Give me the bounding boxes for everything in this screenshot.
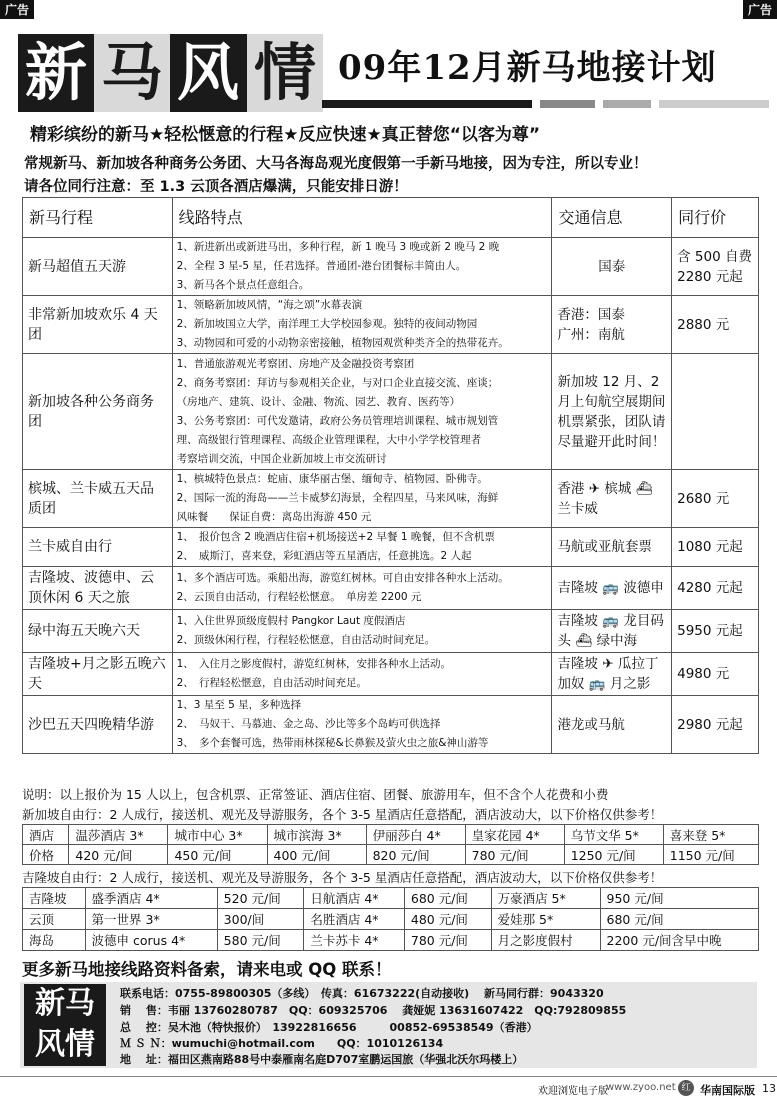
- route-price: 1080 元起: [672, 528, 759, 567]
- route-transport: 新加坡 12 月、2 月上旬航空展期间机票紧张，团队请尽量避开此时间！: [552, 354, 672, 470]
- intro-line-1: 常规新马、新加坡各种商务公务团、大马各海岛观光度假第一手新马地接，因为专注，所以专业！: [24, 156, 648, 172]
- sg-hotel-row: [23, 825, 759, 845]
- feature-line: 1、普通旅游观光考察团、房地产及金融投资考察团: [176, 357, 415, 370]
- route-features: [172, 610, 552, 653]
- itinerary-row: [23, 610, 759, 653]
- route-name: 沙巴五天四晚精华游: [23, 696, 173, 754]
- feature-line: 2、商务考察团：拜访与参观相关企业，与对口企业直接交流、座谈；: [176, 376, 499, 389]
- route-price: 2680 元: [672, 470, 759, 528]
- header-transport: 交通信息: [552, 198, 672, 238]
- ad-label-left: 广告: [0, 0, 34, 19]
- sg-hotel-name: 乌节文华 5*: [564, 825, 663, 845]
- brand-logo: [18, 34, 323, 112]
- itinerary-row: [23, 567, 759, 610]
- itinerary-table: [22, 197, 759, 754]
- kl-hotel-name: 第一世界 3*: [85, 909, 217, 930]
- route-features: [172, 296, 552, 354]
- footer-logo-line-2: 风情: [35, 1027, 95, 1062]
- kl-hotel-price: 2200 元/间含早中晚: [600, 930, 758, 951]
- ad-label-right: 广告: [743, 0, 777, 19]
- route-name: 新加坡各种公务商务团: [23, 354, 173, 470]
- route-features: [172, 567, 552, 610]
- itinerary-row: [23, 653, 759, 696]
- kl-row: [23, 930, 759, 951]
- route-transport: 吉隆坡 ✈ 瓜拉丁 加奴 🚌 月之影: [552, 653, 672, 696]
- intro-line-2: 请各位同行注意：至 1.3 云顶各酒店爆满，只能安排日游！: [24, 179, 408, 195]
- kl-area: 云顶: [23, 909, 86, 930]
- feature-line: 3、公务考察团：可代发邀请，政府公务员管理培训课程、城市规划管: [176, 414, 499, 427]
- sg-hotel-price: 1150 元/间: [663, 845, 758, 865]
- feature-line: 2、 行程轻松惬意，自由活动时间充足。: [176, 677, 368, 689]
- route-features: [172, 528, 552, 567]
- bottom-divider: [0, 1076, 777, 1077]
- kl-area: 吉隆坡: [23, 888, 86, 909]
- itinerary-row: [23, 238, 759, 296]
- feature-line: 3、 多个套餐可选，热带雨林探秘&长鼻猴及萤火虫之旅&神山游等: [176, 737, 489, 749]
- bottom-badge: 红: [678, 1080, 694, 1096]
- logo-char-2: 马: [94, 34, 170, 112]
- route-price: 5950 元起: [672, 610, 759, 653]
- route-transport: 马航或亚航套票: [552, 528, 672, 567]
- sg-hotel-name: 皇家花园 4*: [465, 825, 564, 845]
- sg-hotel-name: 城市中心 3*: [168, 825, 267, 845]
- logo-char-4: 情: [247, 34, 323, 112]
- kl-hotel-table: [22, 887, 759, 951]
- route-name: 吉隆坡、波德申、云顶休闲 6 天之旅: [23, 567, 173, 610]
- kl-hotel-name: 万豪酒店 5*: [491, 888, 600, 909]
- contact-sales: 销 售：韦丽 13760280787 QQ：609325706 龚娅妮 13631607422 QQ:792809855: [120, 1004, 627, 1017]
- footer-logo: [24, 984, 106, 1066]
- contact-address: 地 址：福田区燕南路88号中泰雁南名庭D707室鹏运国旅（华强北沃尔玛楼上）: [120, 1053, 524, 1066]
- feature-line: 1、多个酒店可选。乘船出海，游览红树林。可自由安排各种水上活动。: [176, 572, 509, 584]
- contact-phone: 联系电话：0755-89800305（多线） 传真：61673222(自动接收) 新马同行群：9043320: [120, 987, 604, 1000]
- feature-line: 1、槟城特色景点：蛇庙、康华丽古堡、缅甸寺、植物园、卧佛寺。: [176, 473, 488, 485]
- feature-line: 1、3 星至 5 星，多种选择: [176, 699, 302, 711]
- feature-line: 1、新进新出或新进马出，多种行程，新 1 晚马 3 晚或新 2 晚马 2 晚: [176, 241, 500, 253]
- route-features: [172, 470, 552, 528]
- kl-hotel-name: 盛季酒店 4*: [85, 888, 217, 909]
- kl-hotel-price: 680 元/间: [600, 909, 758, 930]
- feature-line: 3、动物园和可爱的小动物亲密接触，植物园观赏种类齐全的热带花卉。: [176, 337, 509, 349]
- itinerary-row: [23, 696, 759, 754]
- route-transport: 香港：国泰 广州：南航: [552, 296, 672, 354]
- route-features: [172, 238, 552, 296]
- feature-line: 风味餐 保证自费：离岛出海游 450 元: [176, 511, 372, 523]
- route-name: 绿中海五天晚六天: [23, 610, 173, 653]
- sg-hotel-price: 400 元/间: [267, 845, 366, 865]
- bottom-welcome: 欢迎浏览电子版: [538, 1086, 608, 1097]
- route-price: 2980 元起: [672, 696, 759, 754]
- kl-row: [23, 909, 759, 930]
- page-number: 13: [762, 1082, 776, 1095]
- route-price: 2880 元: [672, 296, 759, 354]
- feature-line: 2、 马奴干、马慕迪、金之岛、沙比等多个岛屿可供选择: [176, 718, 441, 730]
- feature-line: 1、入住世界顶级度假村 Pangkor Laut 度假酒店: [176, 615, 406, 627]
- slogan: 精彩缤纷的新马★轻松惬意的行程★反应快速★真正替您“以客为尊”: [30, 125, 541, 145]
- itinerary-header-row: [23, 198, 759, 238]
- feature-line: 2、全程 3 星-5 星，任君选择。普通团-港台团餐标丰简由人。: [176, 260, 467, 272]
- kl-area: 海岛: [23, 930, 86, 951]
- route-transport: 吉隆坡 🚌 龙目码头 ⛴ 绿中海: [552, 610, 672, 653]
- kl-hotel-price: 680 元/间: [404, 888, 491, 909]
- header-route: 新马行程: [23, 198, 173, 238]
- route-transport: 吉隆坡 🚌 波德申: [552, 567, 672, 610]
- sg-hotel-price: 780 元/间: [465, 845, 564, 865]
- sg-price-row: [23, 845, 759, 865]
- route-name: 吉隆坡+月之影五晚六天: [23, 653, 173, 696]
- contact-footer: [20, 982, 757, 1068]
- sg-hotel-price: 820 元/间: [366, 845, 465, 865]
- sg-hotel-name: 温莎酒店 3*: [69, 825, 168, 845]
- feature-line: 2、顶级休闲行程，行程轻松惬意，自由活动时间充足。: [176, 634, 436, 646]
- itinerary-row: [23, 296, 759, 354]
- itinerary-row: [23, 354, 759, 470]
- route-features: [172, 354, 552, 470]
- kl-title: 吉隆坡自由行：2 人成行，接送机、观光及导游服务，各个 3-5 星酒店任意搭配，酒店波动大，以下价格仅供参考！: [22, 870, 663, 885]
- route-name: 非常新加坡欢乐 4 天团: [23, 296, 173, 354]
- route-features: [172, 696, 552, 754]
- singapore-title: 新加坡自由行：2 人成行，接送机、观光及导游服务，各个 3-5 星酒店任意搭配，酒店波动大，以下价格仅供参考！: [22, 807, 663, 822]
- itinerary-row: [23, 470, 759, 528]
- route-features: [172, 653, 552, 696]
- feature-line: 理、高级银行管理课程、高级企业管理课程，大中小学学校管理者: [176, 433, 482, 446]
- sg-price-label: 价格: [23, 845, 69, 865]
- feature-line: （房地产、建筑、设计、金融、物流、园艺、教育、医药等）: [176, 395, 461, 408]
- page-title: 09年12月新马地接计划: [338, 48, 717, 88]
- feature-line: 2、新加坡国立大学，南洋理工大学校园参观。独特的夜间动物园: [176, 318, 478, 330]
- kl-hotel-price: 580 元/间: [217, 930, 304, 951]
- route-name: 槟城、兰卡威五天品质团: [23, 470, 173, 528]
- footer-logo-line-1: 新马: [35, 986, 95, 1021]
- route-transport: 港龙或马航: [552, 696, 672, 754]
- feature-line: 2、 威斯汀，喜来登，彩虹酒店等五星酒店，任意挑选。2 人起: [176, 550, 472, 562]
- kl-hotel-name: 波德申 corus 4*: [85, 930, 217, 951]
- kl-hotel-price: 480 元/间: [404, 909, 491, 930]
- price-note: 说明：以上报价为 15 人以上，包含机票、正常签证、酒店住宿、团餐、旅游用车，但不含个人花费和小费: [22, 787, 609, 802]
- kl-hotel-price: 780 元/间: [404, 930, 491, 951]
- sg-hotel-name: 喜来登 5*: [663, 825, 758, 845]
- itinerary-row: [23, 528, 759, 567]
- bottom-brand: 华南国际版: [700, 1084, 755, 1097]
- route-price: 4980 元: [672, 653, 759, 696]
- route-price: 4280 元起: [672, 567, 759, 610]
- contact-msn: Ｍ Ｓ Ｎ：wumuchi@hotmail.com QQ：1010126134: [120, 1037, 444, 1050]
- feature-line: 考察培训交流，中国企业新加坡上市交流研讨: [176, 452, 387, 465]
- feature-line: 1、领略新加坡风情，“海之颂”水幕表演: [176, 299, 363, 311]
- contact-control: 总 控：吴木池（特快报价） 13922816656 00852-69538549（香港）: [120, 1021, 538, 1034]
- sg-hotel-label: 酒店: [23, 825, 69, 845]
- singapore-hotel-table: [22, 824, 759, 865]
- sg-hotel-name: 城市滨海 3*: [267, 825, 366, 845]
- feature-line: 3、新马各个景点任意组合。: [176, 279, 310, 291]
- sg-hotel-price: 1250 元/间: [564, 845, 663, 865]
- sg-hotel-price: 450 元/间: [168, 845, 267, 865]
- feature-line: 1、 报价包含 2 晚酒店住宿+机场接送+2 早餐 1 晚餐，但不含机票: [176, 531, 495, 543]
- route-name: 兰卡威自由行: [23, 528, 173, 567]
- route-transport: 香港 ✈ 槟城 ⛴ 兰卡威: [552, 470, 672, 528]
- kl-hotel-name: 爱娃那 5*: [491, 909, 600, 930]
- logo-char-3: 风: [176, 36, 239, 109]
- feature-line: 1、 入住月之影度假村，游览红树林，安排各种水上活动。: [176, 658, 452, 670]
- sg-hotel-name: 伊丽莎白 4*: [366, 825, 465, 845]
- kl-hotel-name: 日航酒店 4*: [304, 888, 405, 909]
- sg-hotel-price: 420 元/间: [69, 845, 168, 865]
- kl-row: [23, 888, 759, 909]
- kl-hotel-price: 950 元/间: [600, 888, 758, 909]
- kl-hotel-name: 名胜酒店 4*: [304, 909, 405, 930]
- more-info: 更多新马地接线路资料备索，请来电或 QQ 联系！: [22, 960, 392, 979]
- bottom-site: www.zyoo.net: [606, 1082, 676, 1093]
- kl-hotel-name: 月之影度假村: [491, 930, 600, 951]
- route-transport: 国泰: [552, 238, 672, 296]
- kl-hotel-price: 520 元/间: [217, 888, 304, 909]
- route-name: 新马超值五天游: [23, 238, 173, 296]
- header-price: 同行价: [672, 198, 759, 238]
- header-features: 线路特点: [172, 198, 552, 238]
- feature-line: 2、国际一流的海岛——兰卡威梦幻海景，全程四星，马来风味，海鲜: [176, 492, 499, 504]
- kl-hotel-price: 300/间: [217, 909, 304, 930]
- logo-char-1: 新: [24, 36, 87, 109]
- route-price: 含 500 自费 2280 元起: [672, 238, 759, 296]
- route-price: [672, 354, 759, 470]
- kl-hotel-name: 兰卡苏卡 4*: [304, 930, 405, 951]
- feature-line: 2、云顶自由活动，行程轻松惬意。 单房差 2200 元: [176, 591, 422, 603]
